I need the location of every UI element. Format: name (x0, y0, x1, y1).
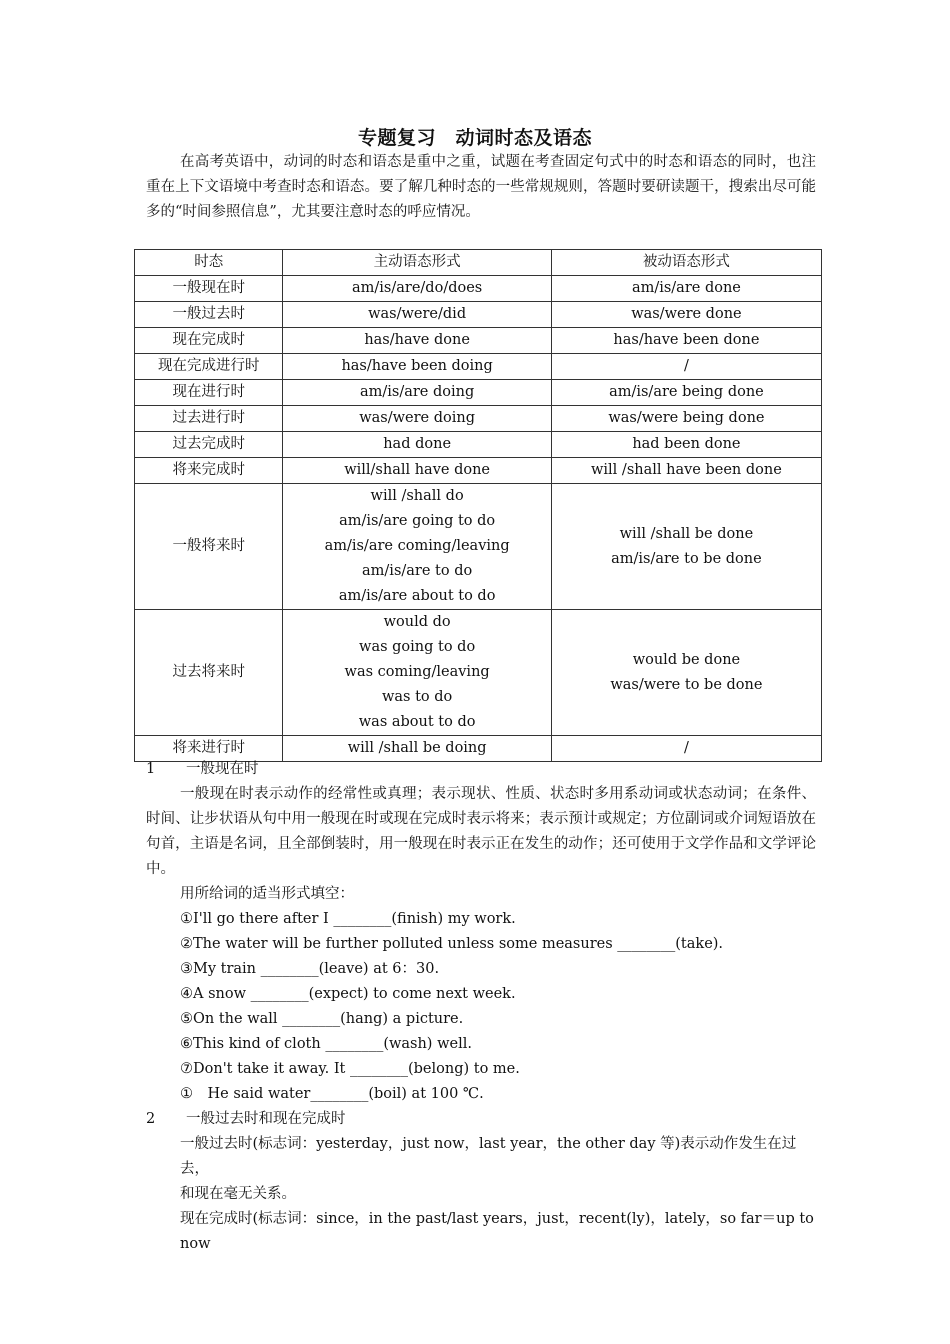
exercise-question: ②The water will be further polluted unless some measures ________(take). (180, 936, 724, 952)
active-form-line: am/is/are/do/does (352, 280, 483, 296)
table-row (135, 484, 822, 610)
active-form-line: am/is/are about to do (338, 588, 496, 604)
intro-paragraph: 在高考英语中，动词的时态和语态是重中之重，试题在考查固定句式中的时态和语态的同时，也注重在上下文语境中考查时态和语态。要了解几种时态的一些常规规则，答题时要研读题干，搜索出尽可能多的“时间参照信息”，尤其要注意时态的呼应情况。 (146, 154, 816, 220)
section-number: 2 (146, 1111, 156, 1127)
active-form-line: was to do (381, 689, 453, 705)
active-form-cell (283, 354, 551, 380)
active-form-line: was coming/leaving (344, 664, 490, 680)
active-form-cell (283, 484, 551, 610)
section-2-line: 一般过去时(标志词：yesterday，just now，last year，the other day 等)表示动作发生在过去， (180, 1136, 797, 1177)
active-form-cell (283, 380, 551, 406)
tense-name-cell: 现在完成时 (135, 328, 283, 354)
table-row (135, 354, 822, 380)
passive-form-cell (551, 406, 821, 432)
table-row (135, 432, 822, 458)
active-form-line: will/shall have done (344, 462, 491, 478)
active-form-line: was about to do (358, 714, 476, 730)
active-form-cell (283, 328, 551, 354)
active-form-line: has/have done (364, 332, 470, 348)
exercise-question: ① He said water________(boil) at 100 ℃. (180, 1086, 484, 1102)
active-form-line: has/have been doing (341, 358, 493, 374)
exercise-question: ④A snow ________(expect) to come next week. (180, 986, 516, 1002)
tense-name-cell: 过去完成时 (135, 432, 283, 458)
page-title: 专题复习 动词时态及语态 (357, 127, 592, 149)
exercise-question: ⑥This kind of cloth ________(wash) well. (180, 1036, 472, 1052)
passive-form-line: had been done (632, 436, 741, 452)
active-form-cell (283, 406, 551, 432)
active-form-line: am/is/are to do (362, 563, 473, 579)
passive-form-line: will /shall be done (619, 525, 754, 542)
section-2-line: 现在完成时(标志词：since，in the past/last years，just，recent(ly)，lately，so far＝up to now (180, 1211, 814, 1252)
passive-form-line: / (683, 358, 689, 374)
passive-form-line: am/is/are done (631, 280, 741, 296)
exercise-question: ⑦Don't take it away. It ________(belong) to me. (180, 1061, 520, 1077)
table-row (135, 406, 822, 432)
passive-form-line: am/is/are to be done (611, 550, 762, 567)
section-2-line: 和现在毫无关系。 (180, 1186, 296, 1202)
active-form-cell (283, 432, 551, 458)
passive-form-line: am/is/are being done (609, 384, 764, 400)
passive-form-cell (551, 458, 821, 484)
exercise-question: ⑤On the wall ________(hang) a picture. (180, 1011, 464, 1027)
exercise-instruction: 用所给词的适当形式填空： (180, 886, 354, 902)
passive-form-cell (551, 484, 821, 610)
tense-name-cell: 过去进行时 (135, 406, 283, 432)
active-form-line: would do (383, 614, 451, 630)
table-row (135, 302, 822, 328)
passive-form-cell (551, 328, 821, 354)
header-tense: 时态 (135, 250, 283, 276)
table-row (135, 328, 822, 354)
active-form-line: was/were doing (359, 410, 476, 426)
section-title: 一般现在时 (186, 761, 259, 777)
passive-form-line: was/were done (631, 306, 742, 322)
table-row (135, 610, 822, 736)
tense-name-cell: 一般过去时 (135, 302, 283, 328)
active-form-line: had done (383, 436, 452, 452)
header-active: 主动语态形式 (283, 250, 551, 276)
section-1-heading (146, 757, 816, 782)
exercise-question: ③My train ________(leave) at 6：30. (180, 961, 440, 977)
section-number: 1 (146, 761, 156, 777)
active-form-line: am/is/are doing (359, 384, 475, 400)
passive-form-line: would be done (632, 651, 741, 668)
active-form-line: will /shall do (370, 488, 464, 504)
tense-table-body (135, 250, 822, 762)
active-form-cell (283, 302, 551, 328)
tense-name-cell: 将来进行时 (135, 736, 283, 762)
body-text (146, 757, 816, 1257)
table-row (135, 458, 822, 484)
passive-form-cell (551, 432, 821, 458)
table-header-row (135, 250, 822, 276)
section-2-heading (146, 1107, 816, 1132)
passive-form-line: has/have been done (613, 332, 760, 348)
tense-name-cell: 将来完成时 (135, 458, 283, 484)
passive-form-cell (551, 610, 821, 736)
active-form-cell (283, 610, 551, 736)
passive-form-cell (551, 302, 821, 328)
active-form-line: am/is/are coming/leaving (324, 538, 510, 554)
active-form-cell (283, 458, 551, 484)
tense-table (134, 249, 822, 762)
passive-form-cell (551, 380, 821, 406)
tense-name-cell: 过去将来时 (135, 610, 283, 736)
table-row (135, 276, 822, 302)
passive-form-line: was/were being done (608, 410, 765, 426)
table-row (135, 380, 822, 406)
active-form-line: will /shall be doing (347, 740, 487, 756)
tense-name-cell: 现在进行时 (135, 380, 283, 406)
header-passive: 被动语态形式 (551, 250, 821, 276)
tense-name-cell: 一般将来时 (135, 484, 283, 610)
tense-name-cell: 一般现在时 (135, 276, 283, 302)
active-form-line: am/is/are going to do (339, 513, 496, 529)
passive-form-cell (551, 354, 821, 380)
passive-form-cell (551, 276, 821, 302)
passive-form-line: will /shall have been done (591, 462, 782, 478)
active-form-line: was going to do (359, 639, 476, 655)
section-title: 一般过去时和现在完成时 (186, 1111, 346, 1127)
passive-form-line: / (683, 740, 689, 756)
section-1-paragraph: 一般现在时表示动作的经常性或真理；表示现状、性质、状态时多用系动词或状态动词；在条件、时间、让步状语从句中用一般现在时或现在完成时表示将来；表示预计或规定；方位副词或介词短语放在句首，主语是名词，且全部倒装时，用一般现在时表示正在发生的动作；还可使用于文学作品和文学评论中。 (146, 786, 816, 877)
exercise-question: ①I'll go there after I ________(finish) my work. (180, 911, 516, 927)
active-form-cell (283, 276, 551, 302)
active-form-line: was/were/did (368, 306, 467, 322)
tense-name-cell: 现在完成进行时 (135, 354, 283, 380)
passive-form-line: was/were to be done (610, 676, 763, 693)
